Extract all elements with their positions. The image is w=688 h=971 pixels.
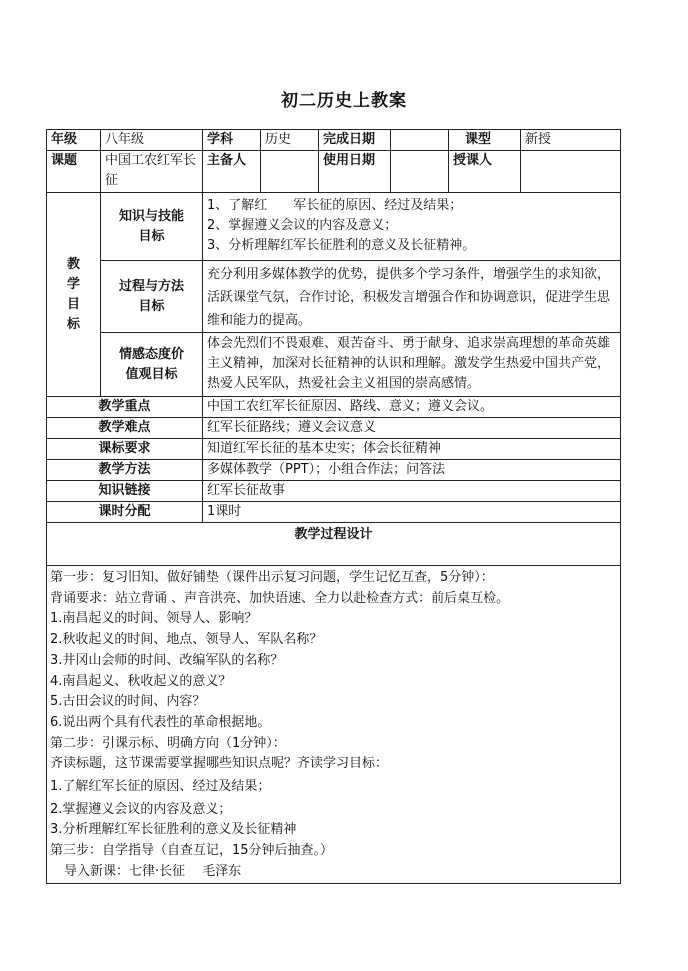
knowledge-item: 2、掌握遵义会议的内容及意义； bbox=[207, 218, 398, 233]
process-line: 齐读标题，这节课需要掌握哪些知识点呢？齐读学习目标： bbox=[50, 756, 389, 772]
topic-value: 中国工农红军长征 bbox=[101, 151, 203, 193]
methods-label: 教学方法 bbox=[47, 460, 203, 481]
process-line: 第一步：复习旧知、做好铺垫（课件出示复习问题，学生记忆互查，5分钟）： bbox=[50, 570, 494, 585]
curriculum-value: 知道红军长征的基本史实；体会长征精神 bbox=[203, 439, 621, 460]
difficulties-value: 红军长征路线；遵义会议意义 bbox=[203, 418, 621, 439]
process-line: 4.南昌起义、秋收起义的意义？ bbox=[50, 673, 232, 689]
goal-label-char: 学 bbox=[66, 276, 80, 292]
curriculum-label: 课标要求 bbox=[47, 439, 203, 460]
emotion-goal-content: 体会先烈们不畏艰难、艰苦奋斗、勇于献身、追求崇高理想的革命英雄主义精神，加深对长征精神的认识和理解。激发学生热爱中国共产党，热爱人民军队，热爱社会主义祖国的崇高感情。 bbox=[203, 333, 621, 397]
grade-value: 八年级 bbox=[101, 130, 203, 151]
teacher-label: 授课人 bbox=[449, 151, 521, 193]
key-points-value: 中国工农红军长征原因、路线、意义；遵义会议。 bbox=[203, 397, 621, 418]
process-line: 1.了解红军长征的原因、经过及结果； bbox=[50, 779, 271, 795]
knowledge-link-label: 知识链接 bbox=[47, 481, 203, 502]
process-line: 导入新课：七律·长征 毛泽东 bbox=[64, 863, 242, 879]
process-goal-label: 过程与方法目标 bbox=[101, 261, 203, 333]
process-line: 3.井冈山会师的时间、改编军队的名称？ bbox=[50, 652, 284, 668]
goal-label-char: 教 bbox=[66, 256, 80, 272]
difficulties-label: 教学难点 bbox=[47, 418, 203, 439]
process-line: 2.掌握遵义会议的内容及意义； bbox=[50, 801, 232, 817]
subject-value: 历史 bbox=[261, 130, 319, 151]
preparer-value bbox=[261, 151, 319, 193]
type-label: 课型 bbox=[449, 130, 521, 151]
page-title: 初二历史上教案 bbox=[281, 91, 407, 111]
type-value: 新授 bbox=[521, 130, 621, 151]
process-line: 1.南昌起义的时间、领导人、影响？ bbox=[50, 611, 258, 627]
goal-label-char: 标 bbox=[66, 316, 80, 332]
knowledge-item: 3、分析理解红军长征胜利的意义及长征精神。 bbox=[207, 238, 476, 253]
process-goal-content: 充分利用多媒体教学的优势，提供多个学习条件，增强学生的求知欲，活跃课堂气氛，合作讨论，积极发言增强合作和协调意识，促进学生思维和能力的提高。 bbox=[203, 261, 621, 333]
process-line: 2.秋收起义的时间、地点、领导人、军队名称？ bbox=[50, 632, 323, 648]
process-line: 第三步：自学指导（自查互记，15分钟后抽查。） bbox=[50, 843, 334, 859]
class-hours-label: 课时分配 bbox=[47, 502, 203, 523]
topic-label: 课题 bbox=[47, 151, 101, 193]
date-label: 完成日期 bbox=[319, 130, 391, 151]
teaching-goals-label bbox=[47, 193, 101, 397]
design-heading: 教学过程设计 bbox=[47, 523, 621, 566]
process-content bbox=[47, 566, 621, 884]
knowledge-item: 1、了解红 军长征的原因、经过及结果； bbox=[207, 198, 463, 213]
preparer-label: 主备人 bbox=[203, 151, 261, 193]
use-date-label: 使用日期 bbox=[319, 151, 391, 193]
knowledge-link-value: 红军长征故事 bbox=[203, 481, 621, 502]
lesson-plan-table bbox=[46, 129, 621, 884]
class-hours-value: 1课时 bbox=[203, 502, 621, 523]
knowledge-goal-label: 知识与技能目标 bbox=[101, 193, 203, 261]
methods-value: 多媒体教学（PPT）；小组合作法；问答法 bbox=[203, 460, 621, 481]
process-line: 3.分析理解红军长征胜利的意义及长征精神 bbox=[50, 822, 297, 838]
use-date-value bbox=[391, 151, 449, 193]
subject-label: 学科 bbox=[203, 130, 261, 151]
process-line: 6.说出两个具有代表性的革命根据地。 bbox=[50, 714, 271, 730]
date-value bbox=[391, 130, 449, 151]
teacher-value bbox=[521, 151, 621, 193]
emotion-goal-label: 情感态度价值观目标 bbox=[101, 333, 203, 397]
knowledge-goal-content bbox=[203, 193, 621, 261]
process-line: 5.古田会议的时间、内容？ bbox=[50, 694, 206, 710]
goal-label-char: 目 bbox=[66, 296, 80, 312]
grade-label: 年级 bbox=[47, 130, 101, 151]
process-line: 背诵要求：站立背诵 、声音洪亮、加快语速、全力以赴检查方式：前后桌互检。 bbox=[50, 590, 510, 606]
key-points-label: 教学重点 bbox=[47, 397, 203, 418]
process-line: 第二步：引课示标、明确方向（1分钟）： bbox=[50, 735, 286, 751]
